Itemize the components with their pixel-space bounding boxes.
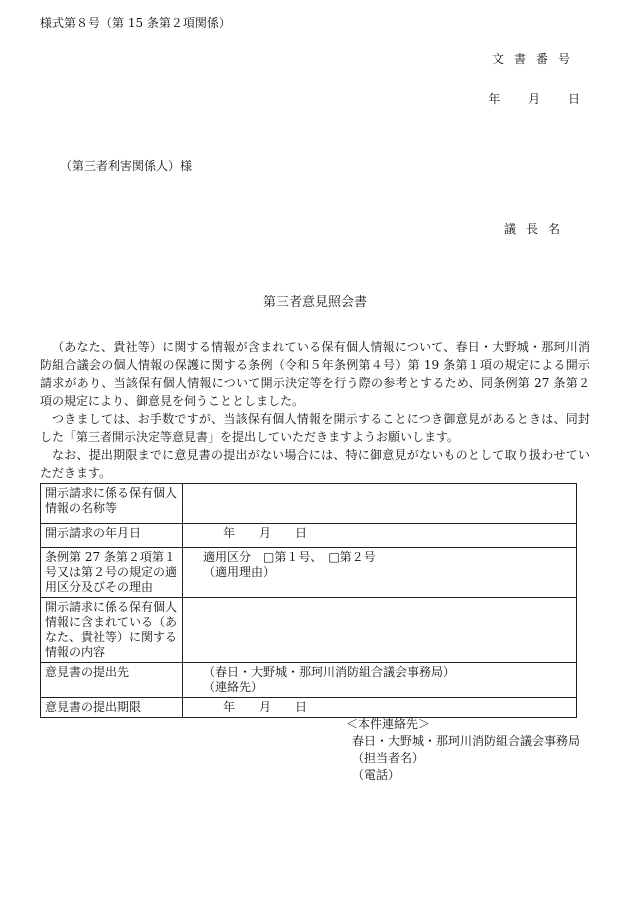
row-value-info-name	[183, 484, 577, 524]
body-text	[40, 338, 590, 482]
row-label-request-date: 開示請求の年月日	[41, 524, 183, 548]
form-number: 様式第８号（第 15 条第２項関係）	[40, 16, 231, 30]
table-row	[41, 548, 577, 598]
row-value-applicable-category	[183, 548, 577, 598]
recipient: （第三者利害関係人）様	[60, 159, 193, 173]
row-value-submission-deadline: 年 月 日	[183, 698, 577, 718]
table-row	[41, 663, 577, 698]
submission-office: （春日・大野城・那珂川消防組合議会事務局）	[203, 665, 456, 679]
row-value-related-info	[183, 598, 577, 663]
contact-heading: ＜本件連絡先＞	[346, 717, 431, 731]
request-info-table	[40, 483, 577, 718]
body-paragraph-3: なお、提出期限までに意見書の提出がない場合には、特に御意見がないものとして取り扱わせていただきます。	[40, 448, 590, 480]
row-value-request-date: 年 月 日	[183, 524, 577, 548]
contact-box	[346, 716, 580, 784]
body-paragraph-2: つきましては、お手数ですが、当該保有個人情報を開示することにつき御意見があるときは、同封した「第三者開示決定等意見書」を提出していただきますようお願いします。	[40, 412, 590, 444]
row-label-applicable-category: 条例第 27 条第２項第１号又は第２号の規定の適用区分及びその理由	[41, 548, 183, 598]
document-title: 第三者意見照会書	[262, 295, 367, 310]
row-label-info-name: 開示請求に係る保有個人情報の名称等	[41, 484, 183, 524]
contact-office: 春日・大野城・那珂川消防組合議会事務局	[352, 734, 581, 748]
body-paragraph-1: （あなた、貴社等）に関する情報が含まれている保有個人情報について、春日・大野城・那珂川消防組合議会の個人情報の保護に関する条例（令和５年条例第４号）第 19 条第１項の規定による開示請求があり、当該保有個人情報について開示決定等を行う際の参考とするため、同条例第 27 条第２項の規定により、御意見を伺うこととしました。	[40, 340, 590, 408]
table-row	[41, 698, 577, 718]
document-date: 年 月 日	[488, 92, 580, 106]
contact-phone: （電話）	[352, 768, 401, 782]
table-row	[41, 524, 577, 548]
row-label-submission-deadline: 意見書の提出期限	[41, 698, 183, 718]
applicable-reason-label: （適用理由）	[203, 565, 276, 579]
table-row	[41, 598, 577, 663]
document-number-label: 文書番号	[491, 52, 580, 66]
contact-person: （担当者名）	[352, 751, 425, 765]
submission-contact: （連絡先）	[203, 680, 264, 694]
applicable-category-options: 適用区分 □第１号、 □第２号	[203, 550, 376, 564]
row-value-submission-destination	[183, 663, 577, 698]
chair-name: 議長名	[503, 222, 570, 236]
row-label-related-info: 開示請求に係る保有個人情報に含まれている（あなた、貴社等）に関する情報の内容	[41, 598, 183, 663]
row-label-submission-destination: 意見書の提出先	[41, 663, 183, 698]
table-row	[41, 484, 577, 524]
